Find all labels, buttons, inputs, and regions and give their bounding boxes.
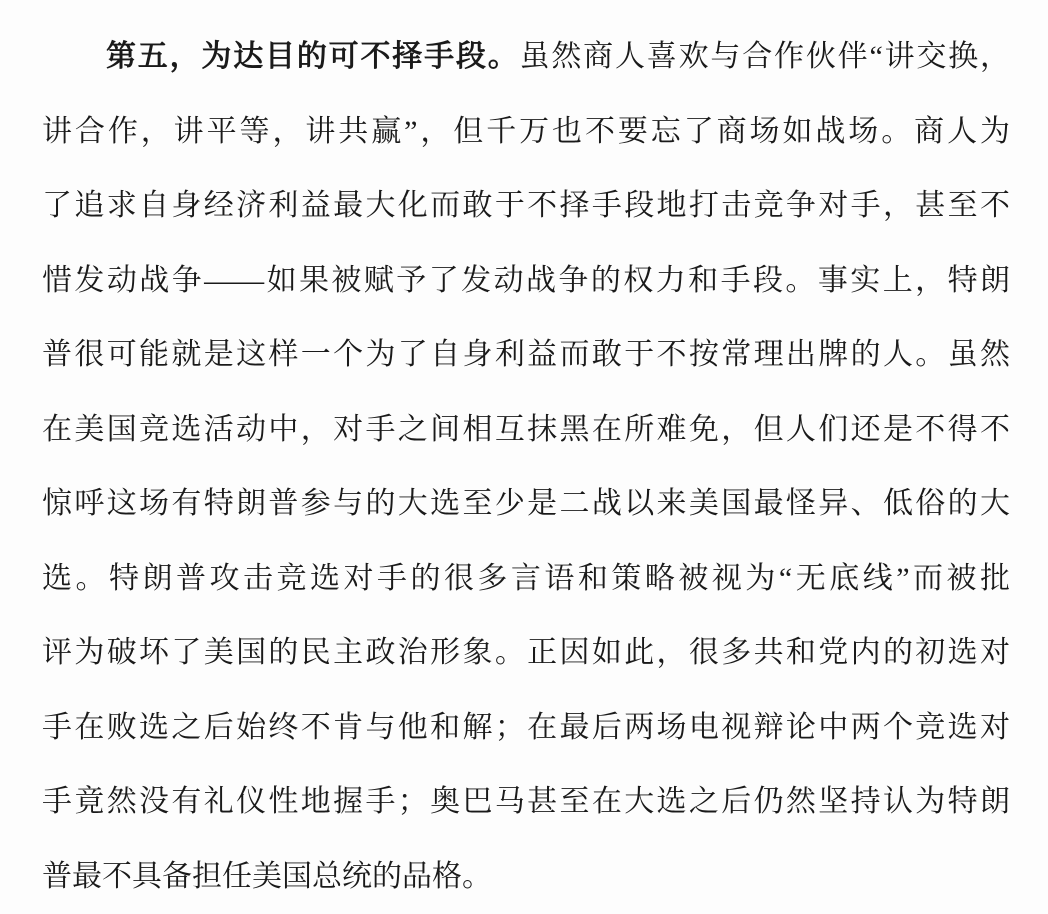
paragraph-line: 普最不具备担任美国总统的品格。 [42, 840, 1010, 914]
paragraph-line: 手在败选之后始终不肯与他和解；在最后两场电视辩论中两个竞选对 [42, 691, 1010, 766]
paragraph-lead-bold: 第五，为达目的可不择手段。 [106, 40, 520, 73]
paragraph-line: 选。特朗普攻击竞选对手的很多言语和策略被视为“无底线”而被批 [42, 542, 1010, 617]
paragraph-line: 了追求自身经济利益最大化而敢于不择手段地打击竞争对手，甚至不 [42, 169, 1010, 244]
paragraph-line: 手竟然没有礼仪性地握手；奥巴马甚至在大选之后仍然坚持认为特朗 [42, 765, 1010, 840]
paragraph-line: 惊呼这场有特朗普参与的大选至少是二战以来美国最怪异、低俗的大 [42, 467, 1010, 542]
paragraph-line: 惜发动战争——如果被赋予了发动战争的权力和手段。事实上，特朗 [42, 244, 1010, 319]
paragraph [42, 20, 1010, 914]
paragraph-line [42, 20, 1010, 95]
paragraph-line: 普很可能就是这样一个为了自身利益而敢于不按常理出牌的人。虽然 [42, 318, 1010, 393]
paragraph-line: 评为破坏了美国的民主政治形象。正因如此，很多共和党内的初选对 [42, 616, 1010, 691]
paragraph-line: 讲合作，讲平等，讲共赢”，但千万也不要忘了商场如战场。商人为 [42, 95, 1010, 170]
paragraph-line: 在美国竞选活动中，对手之间相互抹黑在所难免，但人们还是不得不 [42, 393, 1010, 468]
paragraph-line-text: 虽然商人喜欢与合作伙伴“讲交换， [520, 40, 1010, 73]
